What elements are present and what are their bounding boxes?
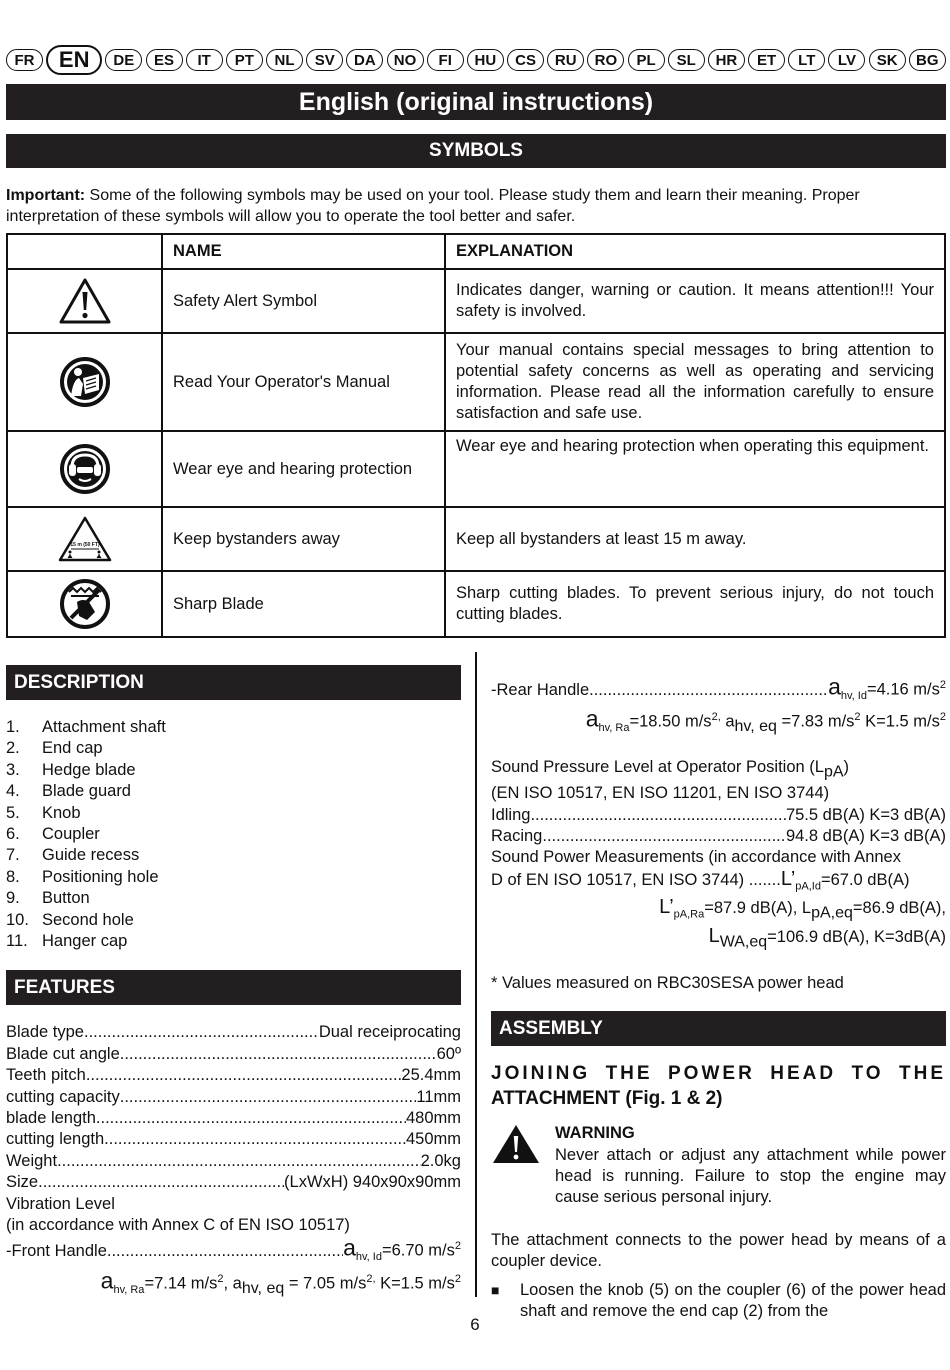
- language-tab-fi: FI: [427, 49, 464, 71]
- rear-handle-row: -Rear Handle ..... $a_{hv, Id}=4.16$ $m/s^2$: [491, 675, 946, 707]
- list-item: [6, 738, 461, 759]
- assembly-subheading-2: ATTACHMENT (Fig. 1 & 2): [491, 1088, 723, 1110]
- spec-label: Blade type: [6, 1023, 84, 1042]
- list-item: [6, 717, 461, 738]
- table-row: [7, 431, 945, 507]
- language-tab-nl: NL: [266, 49, 303, 71]
- description-list: [6, 717, 461, 952]
- list-item-text: Positioning hole: [42, 867, 159, 886]
- list-item-number: 4.: [6, 782, 20, 801]
- list-item: [6, 910, 461, 931]
- sound-power-id: D of EN ISO 10517, EN ISO 3744) $.......L’_{pA,Id}=67.0$ dB(A): [491, 867, 910, 893]
- list-item-number: 8.: [6, 867, 20, 886]
- spec-value: 25.4mm: [401, 1066, 461, 1085]
- spec-label: Weight: [6, 1151, 58, 1170]
- list-item-text: Knob: [42, 803, 81, 822]
- spec-row: [6, 1065, 461, 1086]
- spec-row: [6, 1108, 461, 1129]
- list-item: [6, 845, 461, 866]
- list-item: [6, 781, 461, 802]
- eye-hearing-protection-icon: [59, 443, 111, 495]
- symbol-explanation: Your manual contains special messages to bring attention to potential safety concerns as well as operating and servicing information. Please read all the information carefully to ensure satisfaction and safe use.: [445, 333, 945, 431]
- list-item-number: 7.: [6, 846, 20, 865]
- symbols-table: [6, 233, 946, 638]
- language-tab-ru: RU: [547, 49, 584, 71]
- language-tab-hu: HU: [467, 49, 504, 71]
- sharp-blade-icon: [59, 578, 111, 630]
- language-tab-pl: PL: [628, 49, 665, 71]
- language-tab-fr: FR: [6, 49, 43, 71]
- language-tab-de: DE: [105, 49, 142, 71]
- language-tab-ro: RO: [587, 49, 624, 71]
- col-name-header: NAME: [162, 234, 445, 269]
- front-handle-row: -Front Handle ..... $a_{hv, Id}=6.70$ $m/s^2$: [6, 1236, 461, 1268]
- language-tab-et: ET: [748, 49, 785, 71]
- column-divider: [475, 652, 477, 1297]
- spec-value: 60º: [436, 1044, 461, 1063]
- spec-row: [6, 1172, 461, 1193]
- symbol-explanation: Wear eye and hearing protection when operating this equipment.: [445, 431, 945, 507]
- spec-row: [6, 1087, 461, 1108]
- list-item-number: 5.: [6, 803, 20, 822]
- spec-label: Teeth pitch: [6, 1066, 86, 1085]
- bullet-mark: ■: [491, 1281, 500, 1298]
- language-bar: [6, 46, 946, 74]
- spec-value: Dual receiprocating: [318, 1023, 461, 1042]
- spec-value: 450mm: [405, 1130, 461, 1149]
- language-tab-lt: LT: [788, 49, 825, 71]
- page-number: 6: [470, 1315, 480, 1334]
- important-note: [6, 185, 946, 227]
- read-manual-icon: [59, 356, 111, 408]
- symbol-name: Keep bystanders away: [162, 507, 445, 571]
- sound-pressure-title: Sound Pressure Level at Operator Position $(L_{pA})$: [491, 758, 850, 781]
- spec-label: cutting capacity: [6, 1087, 120, 1106]
- symbols-table-header: [7, 234, 945, 269]
- spec-value: 480mm: [405, 1108, 461, 1127]
- page-title: English (original instructions): [6, 84, 946, 120]
- sound-power-lwa: $L_{WA,eq}=106.9$ dB(A), K=3dB(A): [708, 925, 946, 951]
- symbol-explanation: Indicates danger, warning or caution. It means attention!!! Your safety is involved.: [445, 269, 945, 333]
- spec-label: Size: [6, 1173, 39, 1192]
- safety-alert-icon: [58, 277, 112, 325]
- front-handle-row-2: $a_{hv, Ra}=7.14$ $m/s^2$, $a_{hv, eq} = 7.05$ $m/s^{2,}$ K=1.5 $m/s^2$: [100, 1267, 461, 1297]
- spec-value: (LxWxH) 940x90x90mm: [284, 1173, 461, 1192]
- feature-specs: [6, 1022, 461, 1193]
- list-item-number: 11.: [6, 931, 28, 950]
- language-tab-it: IT: [186, 49, 223, 71]
- warning-text: Never attach or adjust any attachment while power head is running. Failure to stop the engine may cause serious personal injury.: [555, 1145, 946, 1207]
- language-tab-sl: SL: [668, 49, 705, 71]
- spec-row: [6, 1022, 461, 1043]
- table-row: [7, 333, 945, 431]
- col-explanation-header: EXPLANATION: [445, 234, 945, 269]
- spec-value: 11mm: [416, 1087, 461, 1106]
- list-item-number: 2.: [6, 739, 20, 758]
- list-item-text: End cap: [42, 739, 103, 758]
- left-column: [6, 665, 461, 1301]
- racing-row: Racing ..... 94.8 dB(A) K=3 dB(A): [491, 826, 946, 847]
- spec-label: Blade cut angle: [6, 1044, 120, 1063]
- list-item-text: Hanger cap: [42, 931, 128, 950]
- language-tab-cs: CS: [507, 49, 544, 71]
- spec-row: [6, 1129, 461, 1150]
- list-item-text: Hedge blade: [42, 760, 136, 779]
- assembly-heading: ASSEMBLY: [491, 1011, 946, 1046]
- list-item-number: 3.: [6, 760, 20, 779]
- idling-row: Idling ..... 75.5 dB(A) K=3 dB(A): [491, 805, 946, 826]
- spec-label: cutting length: [6, 1130, 105, 1149]
- list-item-number: 1.: [6, 718, 20, 736]
- spec-row: [6, 1044, 461, 1065]
- spec-value: 2.0kg: [420, 1151, 461, 1170]
- language-tab-no: NO: [387, 49, 424, 71]
- table-row: [7, 269, 945, 333]
- warning-block: [491, 1123, 946, 1209]
- description-heading: DESCRIPTION: [6, 665, 461, 700]
- language-tab-bg: BG: [909, 49, 946, 71]
- language-tab-en: EN: [46, 45, 102, 75]
- list-item-number: 9.: [6, 889, 20, 908]
- list-item-text: Guide recess: [42, 846, 140, 865]
- spec-row: [6, 1151, 461, 1172]
- symbol-name: Sharp Blade: [162, 571, 445, 637]
- list-item-text: Attachment shaft: [42, 718, 166, 736]
- list-item: [6, 824, 461, 845]
- bystanders-distance-label: 15 m (50 FT): [69, 542, 100, 548]
- list-item: [6, 867, 461, 888]
- list-item-number: 10.: [6, 910, 29, 929]
- symbol-name: Read Your Operator's Manual: [162, 333, 445, 431]
- assembly-paragraph: The attachment connects to the power head by means of a coupler device.: [491, 1230, 946, 1271]
- symbol-explanation: Keep all bystanders at least 15 m away.: [445, 507, 945, 571]
- vibration-norm: (in accordance with Annex C of EN ISO 10517): [6, 1215, 350, 1234]
- features-heading: FEATURES: [6, 970, 461, 1005]
- list-item-text: Button: [42, 889, 90, 908]
- list-item: [6, 760, 461, 781]
- language-tab-es: ES: [146, 49, 183, 71]
- list-item: [6, 931, 461, 952]
- language-tab-da: DA: [346, 49, 383, 71]
- assembly-subheading-1: JOINING THE POWER HEAD TO THE: [491, 1063, 946, 1085]
- list-item-text: Coupler: [42, 824, 100, 843]
- list-item: [6, 803, 461, 824]
- list-item-number: 6.: [6, 824, 20, 843]
- important-label: Important:: [6, 187, 86, 204]
- symbols-heading: SYMBOLS: [6, 134, 946, 168]
- sound-power-title: Sound Power Measurements (in accordance with Annex: [491, 848, 901, 867]
- list-item: [6, 888, 461, 909]
- sound-pressure-norms: (EN ISO 10517, EN ISO 11201, EN ISO 3744): [491, 784, 830, 803]
- bullet-text: Loosen the knob (5) on the coupler (6) of the power head shaft and remove the end cap (2) from the: [520, 1280, 946, 1321]
- language-tab-hr: HR: [708, 49, 745, 71]
- symbol-name: Safety Alert Symbol: [162, 269, 445, 333]
- important-text: Some of the following symbols may be used on your tool. Please study them and learn their meaning. Proper interpretation of these symbols will allow you to operate the tool better and safer.: [6, 187, 860, 225]
- language-tab-pt: PT: [226, 49, 263, 71]
- list-item-text: Second hole: [42, 910, 134, 929]
- vibration-label: Vibration Level: [6, 1194, 115, 1213]
- sound-power-ra: $L’_{pA,Ra}=87.9$ dB(A), $L_{pA,eq}=86.9$ dB(A),: [659, 896, 946, 922]
- list-item-text: Blade guard: [42, 782, 131, 801]
- language-tab-sk: SK: [869, 49, 906, 71]
- symbol-name: Wear eye and hearing protection: [162, 431, 445, 507]
- spec-label: blade length: [6, 1108, 96, 1127]
- warning-title: WARNING: [555, 1124, 635, 1143]
- symbol-explanation: Sharp cutting blades. To prevent serious injury, do not touch cutting blades.: [445, 571, 945, 637]
- warning-icon: [491, 1123, 541, 1165]
- right-column: [491, 665, 946, 1323]
- table-row: [7, 507, 945, 571]
- language-tab-sv: SV: [306, 49, 343, 71]
- language-tab-lv: LV: [828, 49, 865, 71]
- rear-handle-row-2: $a_{hv, Ra}=18.50$ $m/s^{2,}$ $a_{hv, eq} =7.83$ $m/s^2$ K=1.5 $m/s^2$: [585, 705, 946, 735]
- table-row: [7, 571, 945, 637]
- bystanders-icon: [57, 515, 113, 563]
- footnote: * Values measured on RBC30SESA power head: [491, 973, 844, 992]
